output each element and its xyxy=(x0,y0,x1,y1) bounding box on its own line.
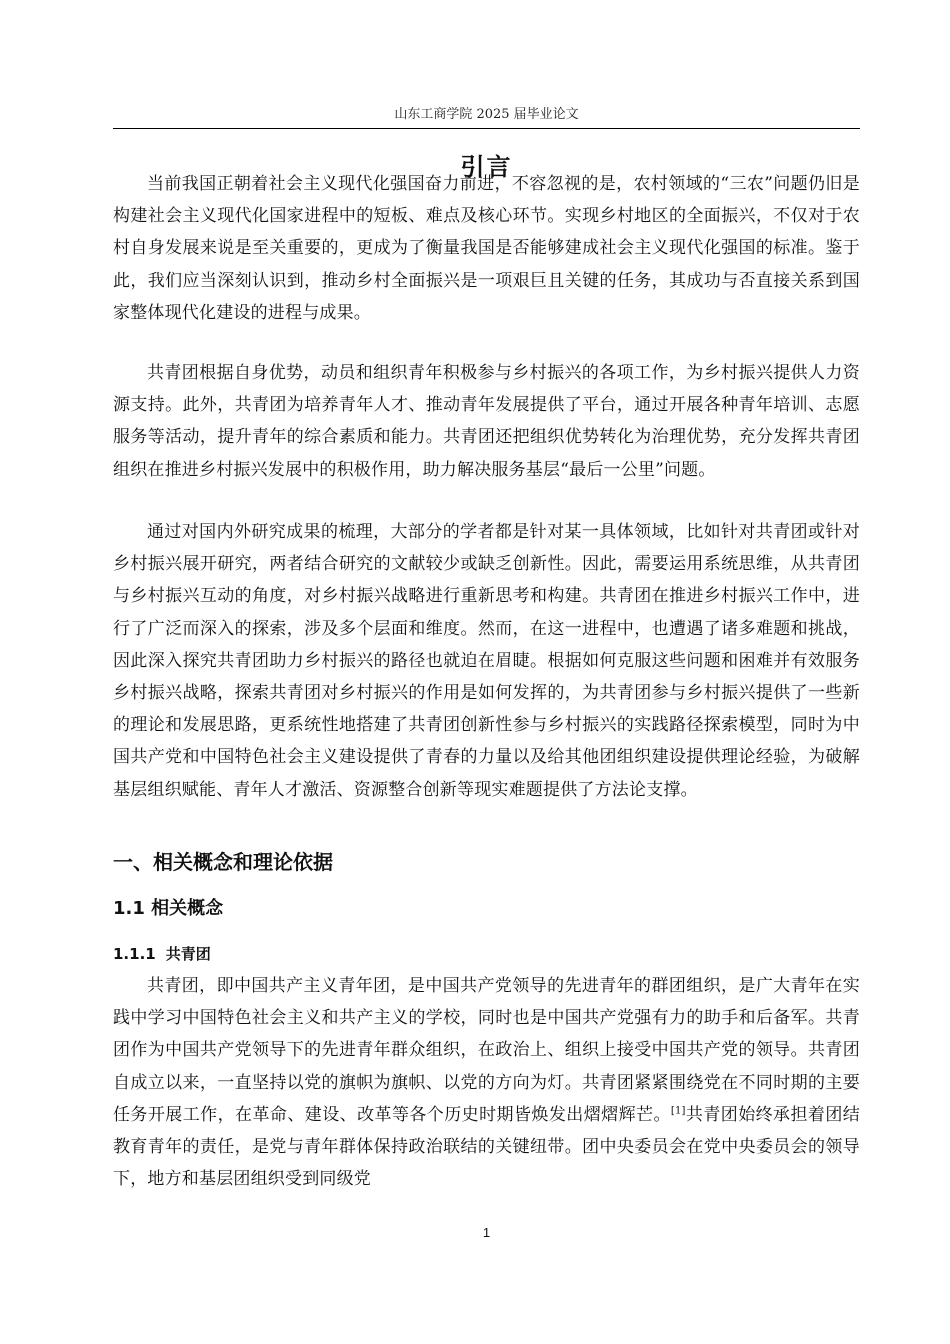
document-page xyxy=(113,0,860,1344)
intro-paragraph-3: 通过对国内外研究成果的梳理，大部分的学者都是针对某一具体领域，比如针对共青团或针对乡村振兴展开研究，两者结合研究的文献较少或缺乏创新性。因此，需要运用系统思维，从共青团与乡村振兴互动的角度，对乡村振兴战略进行重新思考和构建。共青团在推进乡村振兴工作中，进行了广泛而深入的探索，涉及多个层面和维度。然而，在这一进程中，也遭遇了诸多难题和挑战，因此深入探究共青团助力乡村振兴的路径也就迫在眉睫。根据如何克服这些问题和困难并有效服务乡村振兴战略，探索共青团对乡村振兴的作用是如何发挥的，为共青团参与乡村振兴提供了一些新的理论和发展思路，更系统性地搭建了共青团创新性参与乡村振兴的实践路径探索模型，同时为中国共产党和中国特色社会主义建设提供了青春的力量以及给其他团组织建设提供理论经验，为破解基层组织赋能、青年人才激活、资源整合创新等现实难题提供了方法论支撑。 xyxy=(113,522,860,800)
chapter-heading: 一、相关概念和理论依据 xyxy=(113,850,333,874)
subsection-heading xyxy=(113,940,211,968)
body-paragraph-youth-league xyxy=(113,970,860,1195)
header-rule xyxy=(113,128,860,129)
page-number: 1 xyxy=(482,1225,491,1240)
intro-paragraph-2: 共青团根据自身优势，动员和组织青年积极参与乡村振兴的各项工作，为乡村振兴提供人力资源支持。此外，共青团为培养青年人才、推动青年发展提供了平台，通过开展各种青年培训、志愿服务等活动，提升青年的综合素质和能力。共青团还把组织优势转化为治理优势，充分发挥共青团组织在推进乡村振兴发展中的积极作用，助力解决服务基层“最后一公里”问题。 xyxy=(113,363,860,480)
subsection-title: 共青团 xyxy=(165,945,211,963)
section-heading: 1.1 相关概念 xyxy=(113,898,224,919)
body-text-before-citation: 共青团，即中国共产主义青年团，是中国共产党领导的先进青年的群团组织，是广大青年在实践中学习中国特色社会主义和共产主义的学校，同时也是中国共产党强有力的助手和后备军。共青团作为中国共产党领导下的先进青年群众组织，在政治上、组织上接受中国共产党的领导。共青团自成立以来，一直坚持以党的旗帜为旗帜、以党的方向为灯。共青团紧紧围绕党在不同时期的主要任务开展工作，在革命、建设、改革等各个历史时期皆焕发出熠熠辉芒。 xyxy=(113,976,860,1125)
intro-paragraph-1: 当前我国正朝着社会主义现代化强国奋力前进，不容忽视的是，农村领域的“三农”问题仍旧是构建社会主义现代化国家进程中的短板、难点及核心环节。实现乡村地区的全面振兴，不仅对于农村自身发展来说是至关重要的，更成为了衡量我国是否能够建成社会主义现代化强国的标准。鉴于此，我们应当深刻认识到，推动乡村全面振兴是一项艰巨且关键的任务，其成功与否直接关系到国家整体现代化建设的进程与成果。 xyxy=(113,174,860,323)
citation-marker[interactable]: [1] xyxy=(670,1105,686,1117)
running-header: 山东工商学院 2025 届毕业论文 xyxy=(394,107,579,122)
subsection-number: 1.1.1 xyxy=(113,945,156,963)
body-text-after-citation: 共青团始终承担着团结教育青年的责任，是党与青年群体保持政治联结的关键纽带。团中央委员会在党中央委员会的领导下，地方和基层团组织受到同级党 xyxy=(113,1104,860,1190)
section-title-introduction: 引言 xyxy=(460,153,513,181)
